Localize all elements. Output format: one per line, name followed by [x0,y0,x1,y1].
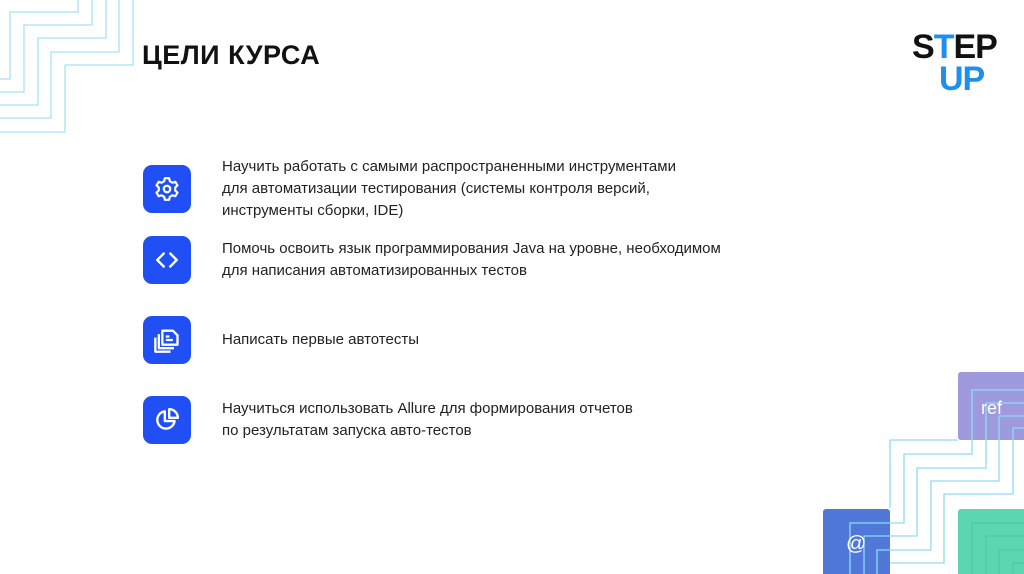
goal-text: Научиться использовать Allure для формирования отчетов по результатам запуска авто-тестов [222,400,633,439]
gear-icon [143,165,191,213]
goal-text: Помочь освоить язык программирования Java на уровне, необходимом для написания автоматизированных тестов [222,240,721,279]
green-box [958,509,1024,574]
step-up-logo: STEP UP [912,28,997,98]
goal-text: Написать первые автотесты [222,331,419,348]
ref-label: ref [981,398,1003,418]
goal-item [143,156,676,222]
goal-item [143,236,721,284]
pie-chart-icon [143,396,191,444]
code-icon [143,236,191,284]
at-label: @ [846,533,867,555]
goal-item [143,396,633,444]
cards-icon [143,316,191,364]
page-title: ЦЕЛИ КУРСА [142,40,321,70]
goal-item [143,316,419,364]
goal-text: Научить работать с самыми распространенными инструментами для автоматизации тестирования (системы контроля версий, инструменты сборки, IDE) [222,158,676,219]
